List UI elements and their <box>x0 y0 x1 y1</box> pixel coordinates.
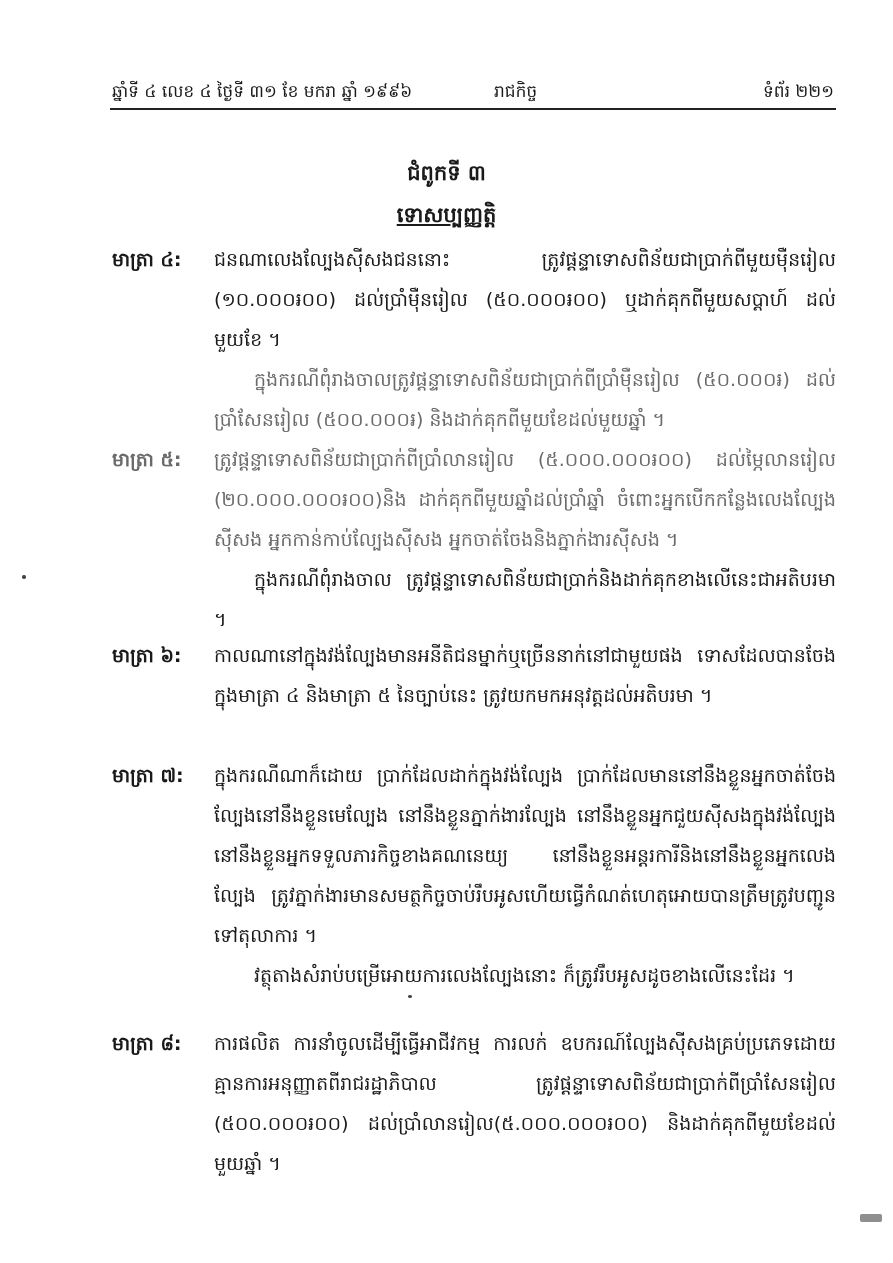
page-header <box>112 78 834 106</box>
article-paragraph: ជនណាលេងល្បែងស៊ីសងជននោះ ត្រូវផ្តន្ទាទោសពិន័យជាប្រាក់ពីមួយម៉ឺនរៀល (១០.០០០៛០០) ដល់ប្រាំម៉ឺនរៀល (៥០.០០០៛០០) ឬដាក់គុកពីមួយសប្តាហ៍ ដល់មួយខែ ។ <box>214 249 836 351</box>
gazette-name: រាជកិច្ច <box>494 82 538 102</box>
article-paragraph: ក្នុងករណីពុំរាងចាលត្រូវផ្តន្ទាទោសពិន័យជាប្រាក់ពីប្រាំម៉ឺនរៀល (៥០.០០០៛) ដល់ប្រាំសែនរៀល (៥០០.០០០៛) និងដាក់គុកពីមួយខែដល់មួយឆ្នាំ ។ <box>214 369 836 431</box>
article-4 <box>112 240 836 440</box>
article-paragraph: កាលណានៅក្នុងវង់ល្បែងមានអនីតិជនម្នាក់ឬច្រើននាក់នៅជាមួយផង ទោសដែលបានចែងក្នុងមាត្រា ៤ និងមាត្រា ៥ នៃច្បាប់នេះ ត្រូវយកមកអនុវត្តដល់អតិបរមា ។ <box>214 645 836 707</box>
article-label: មាត្រា ៥: <box>112 449 182 471</box>
chapter-number: ជំពូកទី ៣ <box>407 161 486 185</box>
article-paragraph: ត្រូវផ្តន្ទាទោសពិន័យជាប្រាក់ពីប្រាំលានរៀល (៥.០០០.០០០៛០០) ដល់ម្ភៃលានរៀល (២០.០០០.០០០៛០០)និង ដាក់គុកពីមួយឆ្នាំដល់ប្រាំឆ្នាំ ចំពោះអ្នកបើកកន្លែងលេងល្បែងស៊ីសង អ្នកកាន់កាប់ល្បែងស៊ីសង អ្នកចាត់ចែងនិងភ្នាក់ងារស៊ីសង ។ <box>214 449 836 551</box>
article-paragraph: វត្ថុតាងសំរាប់បម្រើអោយការលេងល្បែងនោះ ក៏ត្រូវរឹបអូសដូចខាងលើនេះដែរ ។ <box>254 965 795 987</box>
article-label: មាត្រា ៤: <box>112 249 182 271</box>
article-body <box>214 440 836 640</box>
article-8 <box>112 1024 836 1184</box>
scan-speck <box>22 575 26 579</box>
article-label: មាត្រា ៨: <box>112 1033 182 1055</box>
article-7 <box>112 756 836 996</box>
article-6 <box>112 636 836 716</box>
scan-speck <box>860 1214 882 1222</box>
chapter-title: ទោសប្បញ្ញត្តិ <box>396 203 497 227</box>
page-number: ទំព័រ ២២១ <box>763 82 834 102</box>
header-rule <box>110 108 836 110</box>
article-paragraph: ការផលិត ការនាំចូលដើម្បីធ្វើអាជីវកម្ម ការលក់ ឧបករណ៍ល្បែងស៊ីសងគ្រប់ប្រភេទដោយគ្មានការអនុញ្ញាតពីរាជរដ្ឋាភិបាល ត្រូវផ្តន្ទាទោសពិន័យជាប្រាក់ពីប្រាំសែនរៀល (៥០០.០០០៛០០) ដល់ប្រាំលានរៀល(៥.០០០.០០០៛០០) និងដាក់គុកពីមួយខែដល់មួយឆ្នាំ ។ <box>214 1033 836 1175</box>
scan-speck <box>408 995 412 998</box>
article-body <box>214 1024 836 1184</box>
article-5 <box>112 440 836 640</box>
article-paragraph: ក្នុងករណីពុំរាងចាល ត្រូវផ្តន្ទាទោសពិន័យជាប្រាក់និងដាក់គុកខាងលើនេះជាអតិបរមា ។ <box>214 569 836 631</box>
article-body <box>214 636 836 716</box>
issue-info: ឆ្នាំទី ៤ លេខ ៤ ថ្ងៃទី ៣១ ខែ មករា ឆ្នាំ ១៩៩៦ <box>112 82 413 102</box>
article-paragraph: ក្នុងករណីណាក៏ដោយ ប្រាក់ដែលដាក់ក្នុងវង់ល្បែង ប្រាក់ដែលមាននៅនឹងខ្លួនអ្នកចាត់ចែងល្បែងនៅនឹងខ្លួនមេល្បែង នៅនឹងខ្លួនភ្នាក់ងារល្បែង នៅនឹងខ្លួនអ្នកជួយស៊ីសងក្នុងវង់ល្បែង នៅនឹងខ្លួនអ្នកទទួលភារកិច្ចខាងគណនេយ្យ នៅនឹងខ្លួនអន្តរការីនិងនៅនឹងខ្លួនអ្នកលេងល្បែង ត្រូវភ្នាក់ងារមានសមត្ថកិច្ចចាប់រឹបអូសហើយធ្វើកំណត់ហេតុអោយបានត្រឹមត្រូវបញ្ជូនទៅតុលាការ ។ <box>214 765 836 947</box>
article-body <box>214 756 836 996</box>
article-label: មាត្រា ៧: <box>112 765 184 787</box>
article-body <box>214 240 836 440</box>
article-label: មាត្រា ៦: <box>112 645 182 667</box>
